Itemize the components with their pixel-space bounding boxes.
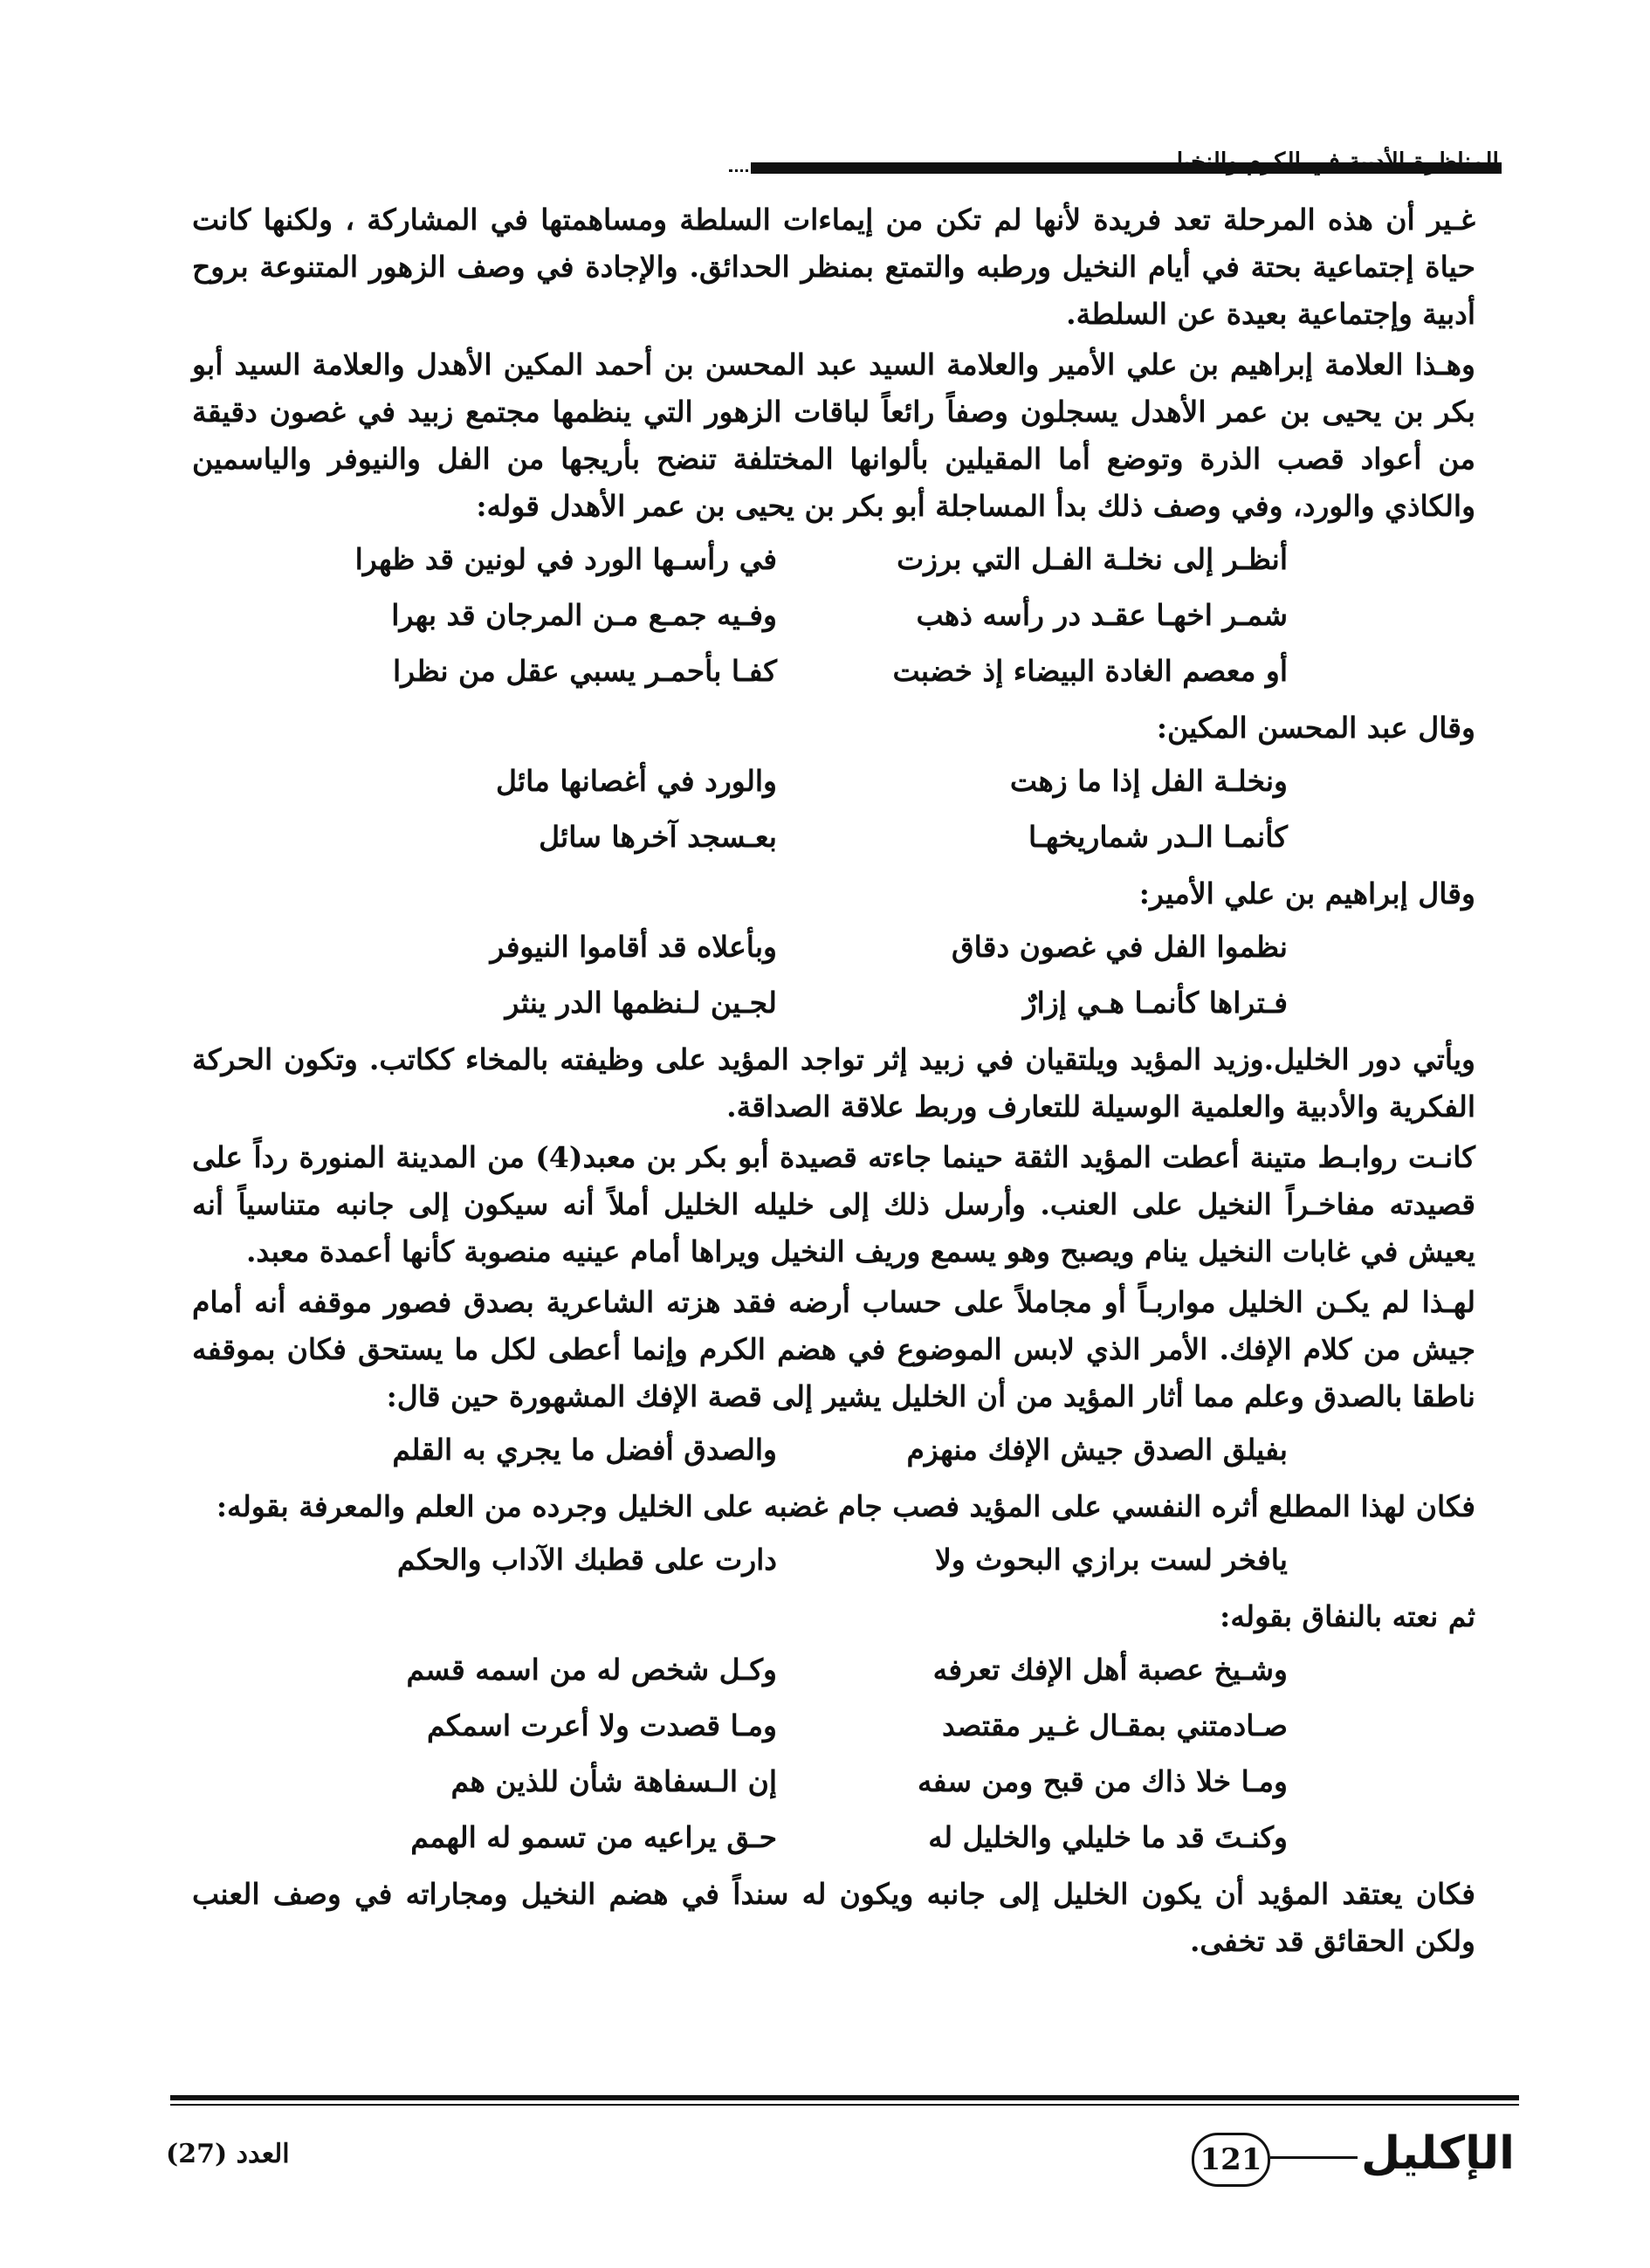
verse-second-hemistich: ومـا قصدت ولا أعرت اسمكم (426, 1708, 777, 1742)
page-number: 121 (1192, 2133, 1270, 2187)
verse (192, 1813, 1475, 1866)
verse-second-hemistich: والورد في أغصانها مائل (495, 764, 777, 798)
verse-first-hemistich: وكنـتَ قد ما خليلي والخليل له (928, 1820, 1288, 1854)
verse-first-hemistich: نظموا الفل في غصون دقاق (952, 930, 1288, 964)
title-dash (1270, 2156, 1358, 2159)
verse-first-hemistich: يافخر لست برازي البحوث ولا (934, 1543, 1288, 1577)
verse-first-hemistich: أو معصم الغادة البيضاء إذ خضبت (892, 654, 1288, 688)
paragraph: لهـذا لم يكـن الخليل مواربـاً أو مجاملاً على حساب أرضه فقد هزته الشاعرية بصدق فصور موقفه أنه أمام جيش من كلام الإفك. الأمر الذي لابس الموضوع في هضم الكرم وإنما أعطى لكل ما يستحق فكان بموقفه ناطقا بالصدق وعلم مما أثار المؤيد من أن الخليل يشير إلى قصة الإفك المشهورة حين قال: (192, 1285, 1475, 1413)
footer-rule-thin (170, 2104, 1519, 2106)
verse-first-hemistich: أنظـر إلى نخلـة الفـل التي برزت (897, 542, 1288, 576)
verse (192, 591, 1475, 647)
verse-second-hemistich: لجـين لـنظمها الدر ينثر (505, 986, 777, 1020)
poem-alamir (192, 923, 1475, 1031)
issue-number: العدد (27) (166, 2139, 290, 2169)
verse-second-hemistich: كفـا بأحمـر يسبي عقل من نظرا (392, 654, 777, 688)
poem-intro: ثم نعته بالنفاق بقوله: (1220, 1599, 1475, 1633)
verse-first-hemistich: وشـيخ عصبة أهل الإفك تعرفه (932, 1653, 1288, 1687)
verse (192, 1646, 1475, 1701)
poem-almakin (192, 757, 1475, 865)
verse-first-hemistich: صـادمتني بمقـال غـير مقتصد (941, 1708, 1288, 1742)
paragraph: ويأتي دور الخليل.وزيد المؤيد ويلتقيان في زبيد إثر تواجد المؤيد على وظيفته بالمخاء ككاتب. وتكون الحركة الفكرية والأدبية والعلمية الوسيلة للتعارف وربط علاقة الصداقة. (192, 1042, 1475, 1124)
verse-first-hemistich: كأنمـا الـدر شماريخهـا (1028, 820, 1288, 854)
header-rule (751, 162, 1502, 174)
closing-paragraph: فكان يعتقد المؤيد أن يكون الخليل إلى جانبه ويكون له سنداً في هضم النخيل ومجاراته في وصف العنب ولكن الحقائق قد تخفى. (192, 1877, 1475, 1958)
paragraph: فكان لهذا المطلع أثره النفسي على المؤيد فصب جام غضبه على الخليل وجرده من العلم والمعرفة بقوله: (216, 1489, 1475, 1523)
poem-alkhalil-opening (192, 1426, 1475, 1478)
poem-intro: وقال عبد المحسن المكين: (1156, 711, 1475, 745)
verse-second-hemistich: إن الـسفاهة شأن للذين هم (450, 1764, 777, 1798)
verse-second-hemistich: وفـيه جمـع مـن المرجان قد بهرا (391, 598, 777, 632)
verse (192, 813, 1475, 865)
poem-abubakr (192, 535, 1475, 699)
verse-first-hemistich: ومـا خلا ذاك من قبح ومن سفه (917, 1764, 1288, 1798)
verse (192, 1536, 1475, 1588)
verse (192, 535, 1475, 591)
verse-first-hemistich: شمـر اخهـا عقـد در رأسه ذهب (916, 598, 1288, 632)
verse-first-hemistich: فـتراها كأنمـا هـي إزارٌ (1022, 986, 1288, 1020)
footer-rule (170, 2095, 1519, 2100)
verse-second-hemistich: والصدق أفضل ما يجري به القلم (392, 1433, 777, 1467)
verse-second-hemistich: دارت على قطبك الآداب والحكم (396, 1543, 777, 1577)
verse-second-hemistich: حـق يراعيه من تسمو له الهمم (410, 1820, 777, 1854)
verse-second-hemistich: في رأسـها الورد في لونين قد ظهرا (354, 542, 777, 576)
verse (192, 1757, 1475, 1813)
verse (192, 1701, 1475, 1757)
verse-first-hemistich: ونخلـة الفل إذا ما زهت (1009, 764, 1288, 798)
verse (192, 979, 1475, 1031)
article-body (192, 196, 1475, 1965)
verse-second-hemistich: بعـسجد آخرها سائل (539, 820, 777, 854)
poem-nifaq (192, 1646, 1475, 1866)
verse (192, 757, 1475, 813)
header-rule-dots (729, 169, 781, 175)
verse (192, 923, 1475, 979)
poem-almuayyad-reply (192, 1536, 1475, 1588)
poem-intro: وقال إبراهيم بن علي الأمير: (1138, 876, 1475, 911)
paragraph: وهـذا العلامة إبراهيم بن علي الأمير والعلامة السيد عبد المحسن بن أحمد المكين الأهدل والعلامة السيد أبو بكر بن يحيى بن عمر الأهدل يسجلون وصفاً رائعاً لباقات الزهور التي ينظمها مجتمع زبيد في غصون دقيقة من أعواد قصب الذرة وتوضع أما المقيلين بألوانها المختلفة تنضح بأريجها من الفل والنيوفر والياسمين والكاذي والورد، وفي وصف ذلك بدأ المساجلة أبو بكر بن يحيى بن عمر الأهدل قوله: (192, 347, 1475, 523)
verse-first-hemistich: بفيلق الصدق جيش الإفك منهزم (906, 1433, 1288, 1467)
verse (192, 647, 1475, 699)
paragraph: غـير أن هذه المرحلة تعد فريدة لأنها لم تكن من إيماءات السلطة ومساهمتها في المشاركة ، ولكنها كانت حياة إجتماعية بحتة في أيام النخيل ورطبه والتمتع بمنظر الحدائق. والإجادة في وصف الزهور المتنوعة بروح أدبية وإجتماعية بعيدة عن السلطة. (192, 203, 1475, 331)
verse (192, 1426, 1475, 1478)
verse-second-hemistich: وكـل شخص له من اسمه قسم (406, 1653, 777, 1687)
verse-second-hemistich: وبأعلاه قد أقاموا النيوفر (490, 930, 777, 964)
paragraph: كانـت روابـط متينة أعطت المؤيد الثقة حينما جاءته قصيدة أبو بكر بن معبد(4) من المدينة المنورة رداً على قصيدته مفاخـراً النخيل على العنب. وأرسل ذلك إلى خليله الخليل أملاً أنه سيكون إلى جانبه متناسياً أنه يعيش في غابات النخيل ينام ويصبح وهو يسمع وريف النخيل ويراها أمام عينيه منصوبة كأنها أعمدة معبد. (192, 1140, 1475, 1268)
magazine-title: الإكليل (1361, 2127, 1515, 2180)
